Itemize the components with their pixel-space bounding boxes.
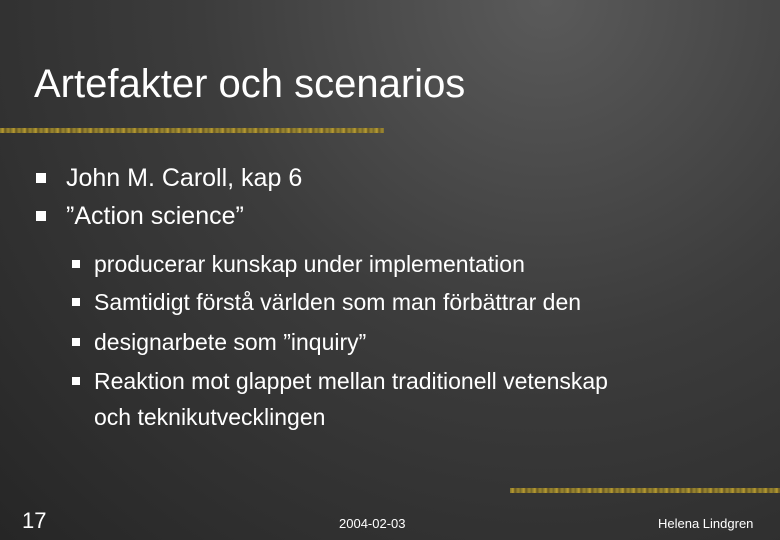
bullet-item-2 [36,201,244,231]
square-bullet-icon [36,173,46,183]
sub-bullet-text: och teknikutvecklingen [94,404,326,430]
sub-bullet-continuation [94,402,325,432]
sub-bullet-item-4 [72,366,608,396]
footer-author: Helena Lindgren [658,516,754,531]
square-bullet-icon [36,211,46,221]
sub-bullet-text: Samtidigt förstå världen som man förbättrar den [94,289,582,315]
title-divider [0,128,384,133]
footer-divider [510,488,780,493]
footer-date: 2004-02-03 [339,516,406,531]
sub-bullet-text: Reaktion mot glappet mellan traditionell vetenskap [94,368,608,394]
square-bullet-icon [72,338,80,346]
sub-bullet-text: designarbete som ”inquiry” [94,329,367,355]
sub-bullet-item-1 [72,249,525,279]
square-bullet-icon [72,260,80,268]
slide-number: 17 [22,508,47,533]
square-bullet-icon [72,298,80,306]
bullet-item-1 [36,163,302,193]
sub-bullet-text: producerar kunskap under implementation [94,251,525,277]
slide-title: Artefakter och scenarios [34,62,466,106]
square-bullet-icon [72,377,80,385]
bullet-text: ”Action science” [66,202,244,230]
sub-bullet-item-3 [72,327,366,357]
sub-bullet-item-2 [72,287,581,317]
bullet-text: John M. Caroll, kap 6 [66,164,303,192]
